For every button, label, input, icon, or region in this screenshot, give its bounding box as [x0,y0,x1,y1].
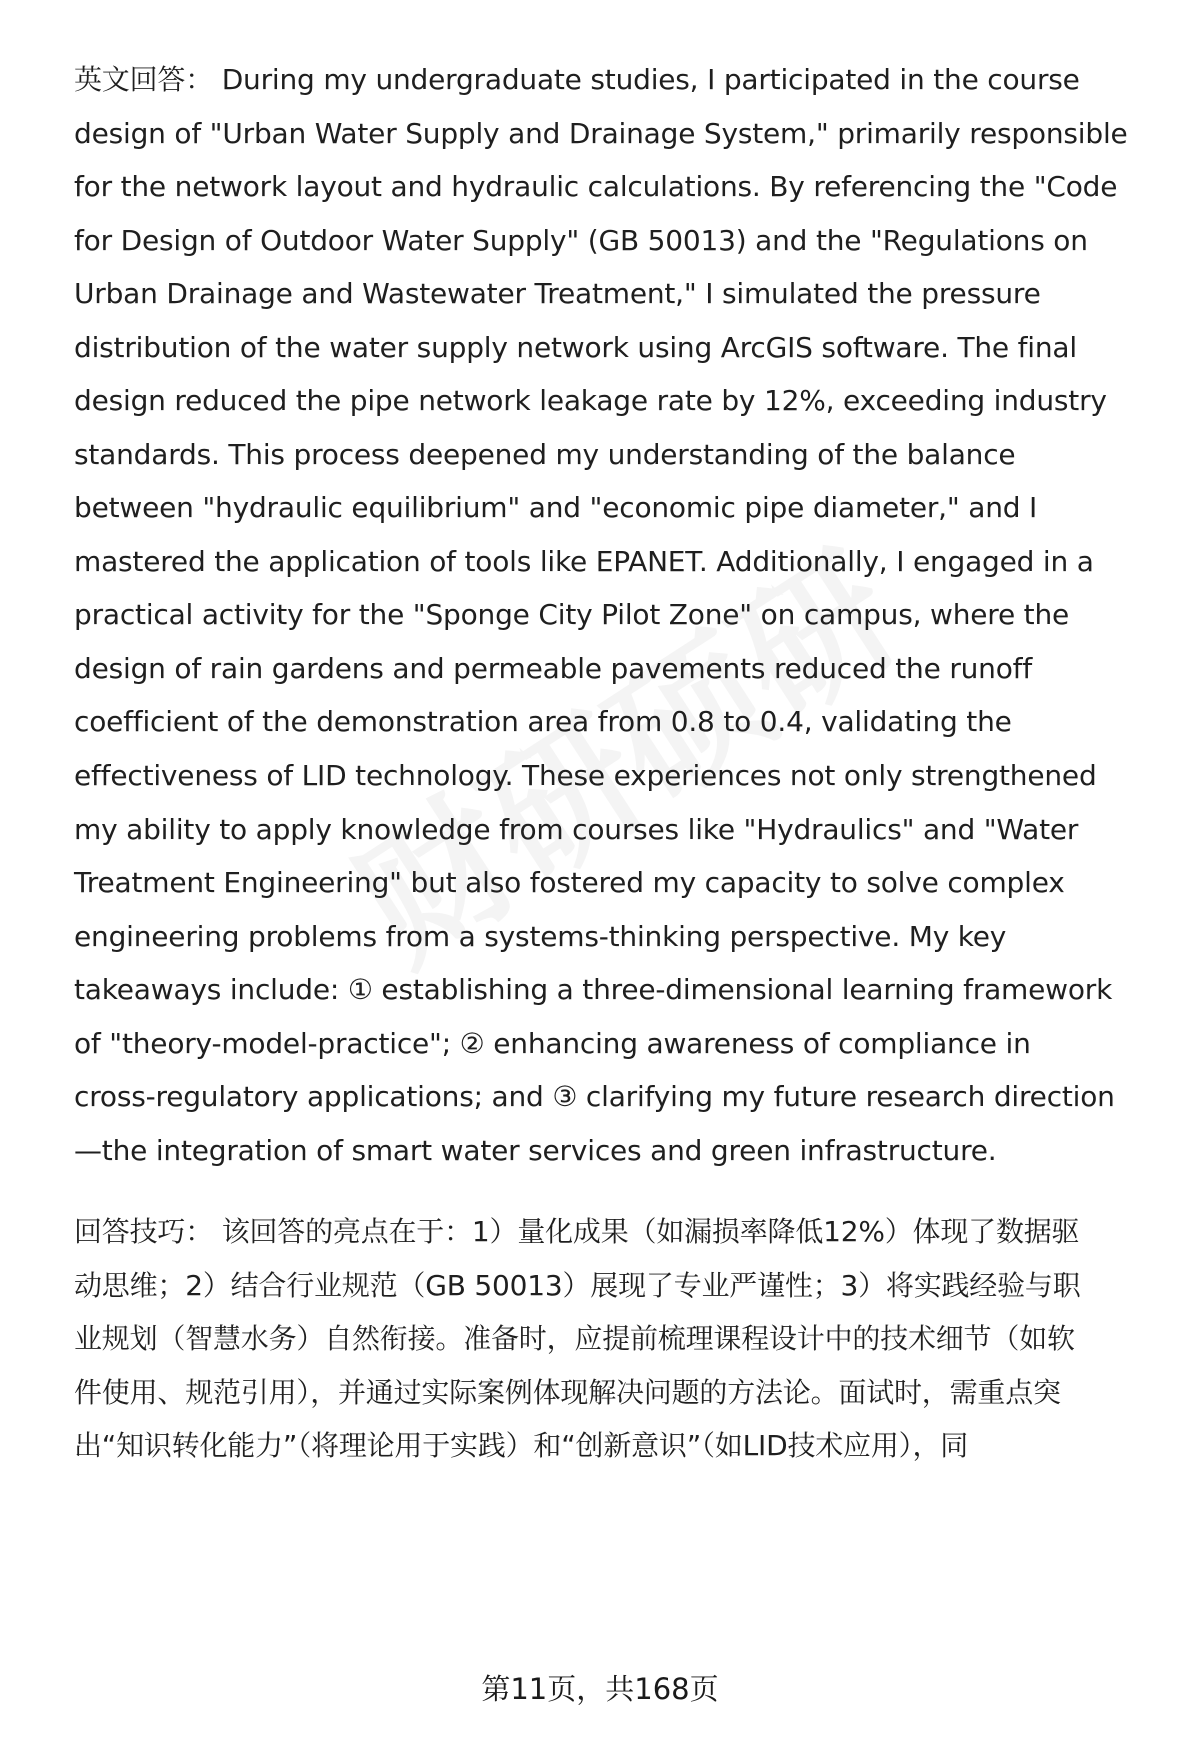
text-line: distribution of the water supply network using ArcGIS software. The final [74,331,1077,364]
text-line: —the integration of smart water services and green infrastructure. [74,1134,997,1167]
text-line: design reduced the pipe network leakage rate by 12%, exceeding industry [74,384,1107,417]
text-line: 动思维；2）结合行业规范（GB 50013）展现了专业严谨性；3）将实践经验与职 [74,1269,1081,1302]
text-line: 回答技巧： 该回答的亮点在于：1）量化成果（如漏损率降低12%）体现了数据驱 [74,1215,1080,1248]
text-line: my ability to apply knowledge from courses like "Hydraulics" and "Water [74,813,1079,846]
text-line: 业规划（智慧水务）自然衔接。准备时，应提前梳理课程设计中的技术细节（如软 [74,1322,1075,1355]
text-line: coefficient of the demonstration area from 0.8 to 0.4, validating the [74,705,1012,738]
text-line: 件使用、规范引用），并通过实际案例体现解决问题的方法论。面试时，需重点突 [74,1376,1061,1409]
text-line: of "theory-model-practice"; ② enhancing awareness of compliance in [74,1027,1031,1060]
text-line: Urban Drainage and Wastewater Treatment," I simulated the pressure [74,277,1041,310]
text-line: practical activity for the "Sponge City Pilot Zone" on campus, where the [74,598,1070,631]
text-line: for the network layout and hydraulic calculations. By referencing the "Code [74,170,1118,203]
text-line: effectiveness of LID technology. These experiences not only strengthened [74,759,1097,792]
text-line: 出“知识转化能力”（将理论用于实践）和“创新意识”（如LID技术应用），同 [74,1429,969,1462]
text-line: cross-regulatory applications; and ③ clarifying my future research direction [74,1080,1115,1113]
text-line: Treatment Engineering" but also fostered my capacity to solve complex [74,866,1065,899]
text-line: 英文回答： During my undergraduate studies, I participated in the course [74,63,1080,96]
page-number: 第11页，共168页 [481,1672,719,1706]
text-line: standards. This process deepened my understanding of the balance [74,438,1016,471]
text-line: between "hydraulic equilibrium" and "economic pipe diameter," and I [74,491,1038,524]
text-line: takeaways include: ① establishing a three-dimensional learning framework [74,973,1113,1006]
text-line: engineering problems from a systems-thinking perspective. My key [74,920,1007,953]
text-line: design of "Urban Water Supply and Drainage System," primarily responsible [74,117,1128,150]
text-line: for Design of Outdoor Water Supply" (GB 50013) and the "Regulations on [74,224,1088,257]
text-line: mastered the application of tools like EPANET. Additionally, I engaged in a [74,545,1094,578]
text-line: design of rain gardens and permeable pavements reduced the runoff [74,652,1032,685]
